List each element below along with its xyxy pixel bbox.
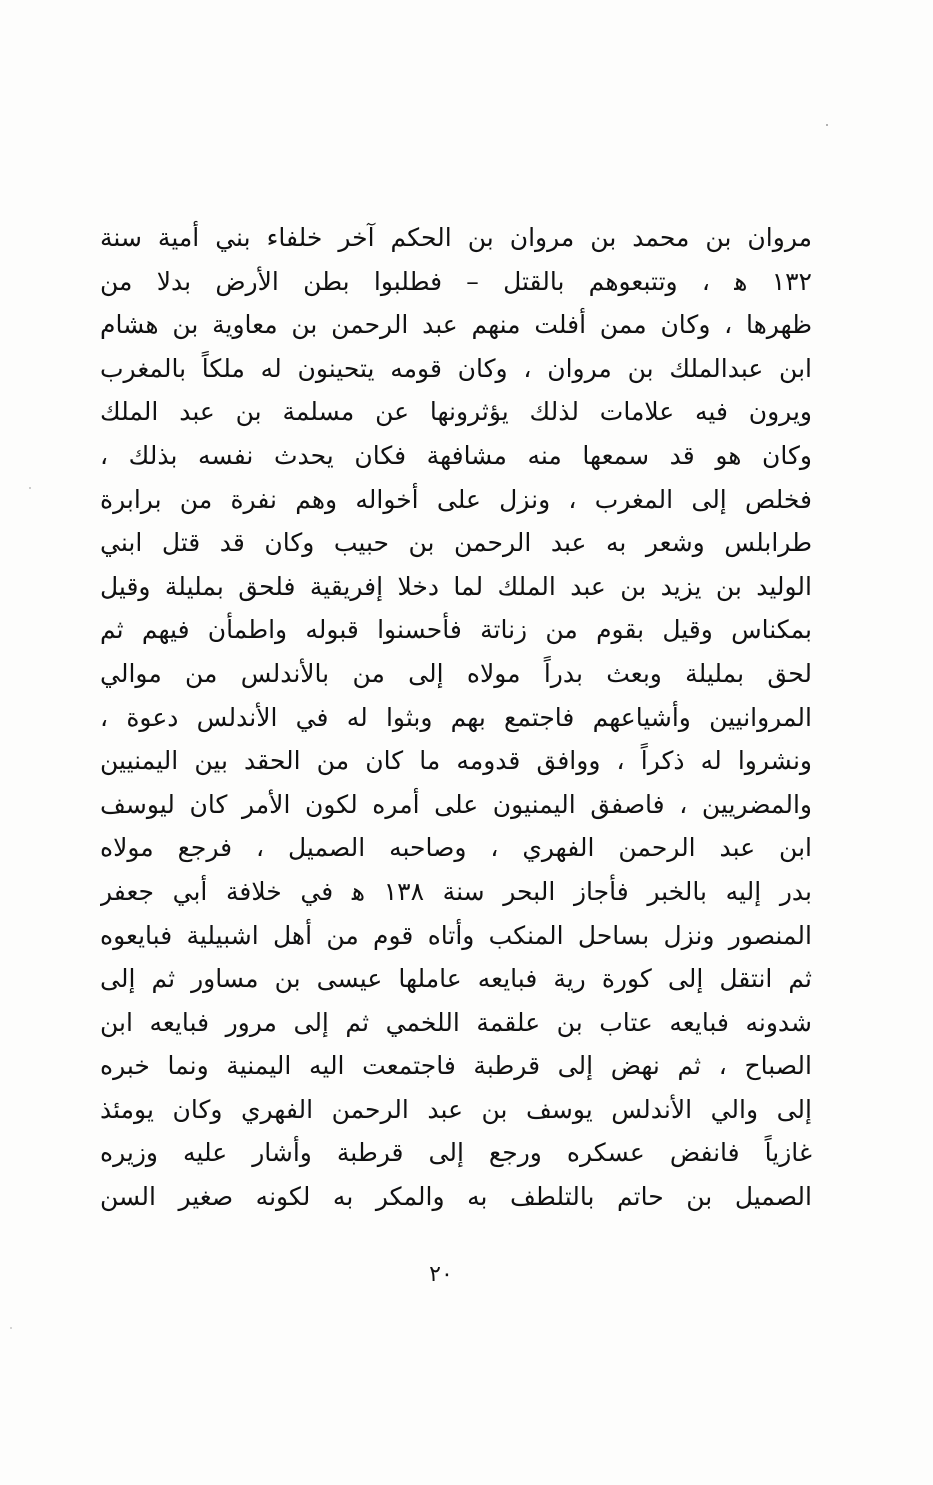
text-line: ثم انتقل إلى كورة رية فبايعه عاملها عيسى بن مساور ثم إلى — [100, 964, 812, 994]
text-line: المنصور ونزل بساحل المنكب وأتاه قوم من أهل اشبيلية فبايعوه — [100, 920, 812, 950]
text-line: بمكناس وقيل بقوم من زناتة فأحسنوا قبوله واطمأن فيهم ثم — [100, 615, 812, 645]
text-line: الصميل بن حاتم بالتلطف به والمكر به لكونه صغير السن — [100, 1182, 812, 1212]
text-line: ونشروا له ذكراً ، ووافق قدومه ما كان من الحقد بين اليمنيين — [100, 746, 812, 776]
text-line: والمضريين ، فاصفق اليمنيون على أمره لكون الأمر كان ليوسف — [100, 789, 812, 819]
text-line: الوليد بن يزيد بن عبد الملك لما دخلا إفريقية فلحق بمليلة وقيل — [100, 571, 812, 601]
text-line: ابن عبد الرحمن الفهري ، وصاحبه الصميل ، فرجع مولاه — [100, 833, 812, 863]
text-line: المروانيين وأشياعهم فاجتمع بهم وبثوا له في الأندلس دعوة ، — [100, 702, 812, 732]
text-line: مروان بن محمد بن مروان بن الحكم آخر خلفاء بني أمية سنة — [100, 223, 812, 252]
scan-speck — [826, 124, 828, 126]
text-line: غازياً فانفض عسكره ورجع إلى قرطبة وأشار عليه وزيره — [100, 1138, 812, 1168]
body-text — [100, 216, 812, 1219]
text-line: إلى والي الأندلس يوسف بن عبد الرحمن الفهري وكان يومئذ — [100, 1094, 812, 1124]
text-line: ١٣٢ ﻫ ، وتتبعوهم بالقتل – فطلبوا بطن الأرض بدلا من — [100, 266, 812, 296]
scan-speck — [29, 487, 31, 489]
text-line: وكان هو قد سمعها منه مشافهة فكان يحدث نفسه بذلك ، — [100, 440, 812, 470]
text-line: الصباح ، ثم نهض إلى قرطبة فاجتمعت اليه اليمنية ونما خبره — [100, 1051, 812, 1081]
text-line: فخلص إلى المغرب ، ونزل على أخواله وهم نفرة من برابرة — [100, 484, 812, 514]
text-line: ابن عبدالملك بن مروان ، وكان قومه يتحينون له ملكاً بالمغرب — [100, 353, 812, 383]
text-line: ويرون فيه علامات لذلك يؤثرونها عن مسلمة بن عبد الملك — [100, 397, 812, 427]
text-line: شدونه فبايعه عتاب بن علقمة اللخمي ثم إلى مرور فبايعه ابن — [100, 1007, 812, 1037]
text-line: لحق بمليلة وبعث بدراً مولاه إلى من بالأندلس من موالي — [100, 658, 812, 688]
text-line: بدر إليه بالخبر فأجاز البحر سنة ١٣٨ ﻫ في خلافة أبي جعفر — [100, 876, 812, 906]
scan-speck — [10, 1327, 12, 1329]
text-line: طرابلس وشعر به عبد الرحمن بن حبيب وكان قد قتل ابني — [100, 528, 812, 558]
text-line: ظهرها ، وكان ممن أفلت منهم عبد الرحمن بن معاوية بن هشام — [100, 310, 812, 340]
page-number: ٢٠ — [429, 1262, 453, 1287]
